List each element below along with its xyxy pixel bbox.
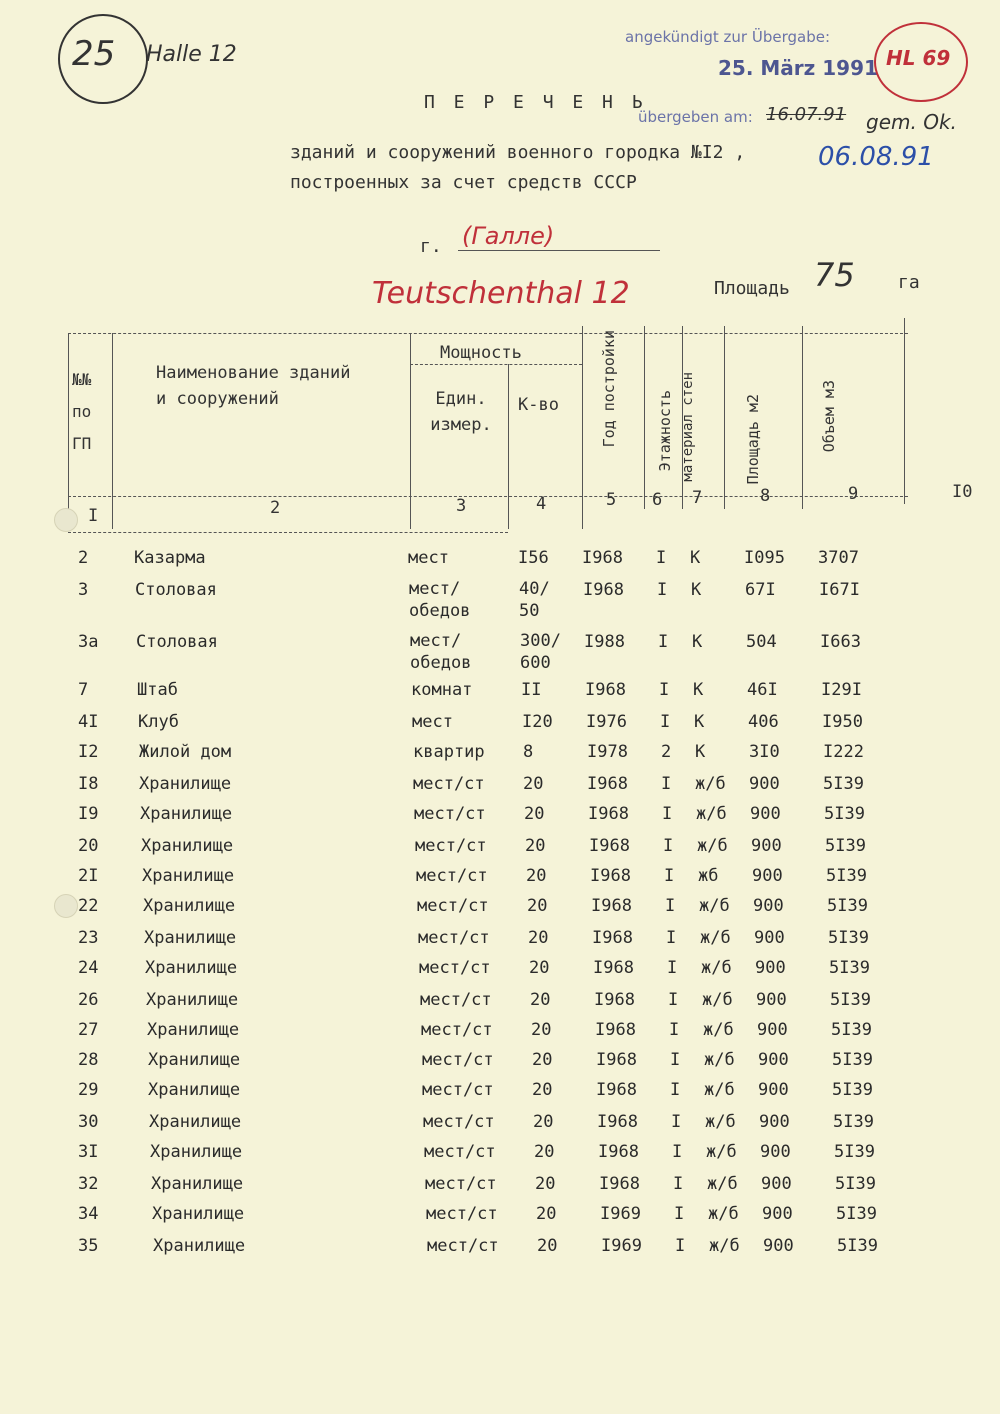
header-unit: Един. измер. <box>430 389 492 435</box>
cell-area: 900 <box>749 774 780 794</box>
cell-material: ж/б <box>704 1050 735 1070</box>
cell-year: I968 <box>588 804 629 824</box>
cell-name: Хранилище <box>143 896 236 916</box>
cell-volume: 5I39 <box>825 836 866 856</box>
cell-area: 900 <box>754 928 785 948</box>
colnum-4: 4 <box>536 494 547 514</box>
cell-name: Хранилище <box>148 1050 241 1070</box>
cell-unit: квартир <box>413 742 485 762</box>
cell-qty: I20 <box>522 712 553 732</box>
cell-name: Столовая <box>135 580 217 600</box>
cell-floors: I <box>663 836 674 856</box>
area-label: Площадь <box>714 278 790 299</box>
cell-volume: I950 <box>822 712 863 732</box>
cell-num: I2 <box>78 742 99 762</box>
cell-volume: 5I39 <box>824 804 865 824</box>
cell-name: Хранилище <box>152 1204 245 1224</box>
cell-unit: мест/ст <box>416 866 488 886</box>
cell-unit: мест/ст <box>419 958 491 978</box>
cell-qty: 20 <box>527 896 548 916</box>
cell-unit: мест/ст <box>427 1236 499 1256</box>
colnum-7: 7 <box>692 488 703 508</box>
header-floors: Этажность <box>656 390 674 472</box>
cell-volume: 5I39 <box>836 1204 877 1224</box>
cell-year: I978 <box>587 742 628 762</box>
cell-volume: 5I39 <box>829 958 870 978</box>
cell-unit: мест/ст <box>422 1050 494 1070</box>
cell-volume: 3707 <box>818 548 859 568</box>
cell-unit: мест <box>408 548 449 568</box>
cell-name: Хранилище <box>141 836 234 856</box>
header-area: Площадь м2 <box>744 394 762 485</box>
cell-area: 900 <box>751 836 782 856</box>
cell-qty: 20 <box>529 958 550 978</box>
cell-num: 23 <box>78 928 99 948</box>
cell-num: I8 <box>78 774 99 794</box>
cell-num: 32 <box>78 1174 99 1194</box>
cell-area: 504 <box>746 632 777 652</box>
cell-floors: I <box>667 958 678 978</box>
cell-year: I968 <box>582 548 623 568</box>
cell-volume: 5I39 <box>832 1080 873 1100</box>
cell-material: ж/б <box>700 928 731 948</box>
cell-qty: 20 <box>526 866 547 886</box>
document-title: П Е Р Е Ч Е Н Ь <box>424 92 647 113</box>
cell-material: ж/б <box>708 1204 739 1224</box>
document-subtitle-1: зданий и сооружений военного городка №I2 , <box>290 142 746 163</box>
cell-unit: мест/ст <box>425 1174 497 1194</box>
cell-num: 20 <box>78 836 99 856</box>
colnum-6: 6 <box>652 490 663 510</box>
cell-num: 2 <box>78 548 89 568</box>
cell-name: Хранилище <box>140 804 233 824</box>
cell-qty: 300/ 600 <box>520 631 561 673</box>
colnum-8: 8 <box>760 486 771 506</box>
cell-floors: I <box>660 712 671 732</box>
cell-qty: 20 <box>531 1020 552 1040</box>
cell-name: Жилой дом <box>139 742 232 762</box>
cell-volume: 5I39 <box>837 1236 878 1256</box>
cell-name: Хранилище <box>145 958 238 978</box>
cell-num: 26 <box>78 990 99 1010</box>
cell-num: 3I <box>78 1142 99 1162</box>
location-note: Halle 12 <box>146 42 237 67</box>
cell-floors: I <box>668 990 679 1010</box>
cell-volume: I222 <box>823 742 864 762</box>
cell-qty: 20 <box>525 836 546 856</box>
area-unit: га <box>898 272 920 293</box>
cell-volume: 5I39 <box>834 1142 875 1162</box>
cell-material: ж/б <box>702 990 733 1010</box>
colnum-3: 3 <box>456 496 467 516</box>
cell-year: I968 <box>597 1112 638 1132</box>
cell-num: 28 <box>78 1050 99 1070</box>
cell-volume: I29I <box>821 680 862 700</box>
cell-unit: мест/ст <box>413 774 485 794</box>
cell-unit: мест/ обедов <box>410 631 472 673</box>
cell-floors: I <box>670 1080 681 1100</box>
colnum-10: I0 <box>952 482 973 502</box>
cell-num: 3 <box>78 580 89 600</box>
place-name: Teutschenthal 12 <box>372 276 630 311</box>
reference-code: HL 69 <box>886 46 951 70</box>
cell-floors: I <box>665 896 676 916</box>
cell-area: 900 <box>755 958 786 978</box>
cell-qty: II <box>521 680 542 700</box>
header-volume: Объем м3 <box>820 380 838 453</box>
cell-floors: 2 <box>661 742 672 762</box>
cell-unit: мест <box>412 712 453 732</box>
handwritten-note: gem. Ok. <box>866 110 957 134</box>
cell-year: I969 <box>600 1204 641 1224</box>
cell-name: Штаб <box>137 680 178 700</box>
cell-name: Клуб <box>138 712 179 732</box>
cell-floors: I <box>664 866 675 886</box>
cell-year: I968 <box>591 896 632 916</box>
cell-material: ж/б <box>709 1236 740 1256</box>
cell-num: 35 <box>78 1236 99 1256</box>
cell-material: К <box>693 680 704 700</box>
cell-floors: I <box>673 1174 684 1194</box>
cell-material: ж/б <box>704 1080 735 1100</box>
cell-volume: I663 <box>820 632 861 652</box>
cell-name: Хранилище <box>139 774 232 794</box>
cell-num: 2I <box>78 866 99 886</box>
cell-area: 900 <box>762 1204 793 1224</box>
cell-qty: 20 <box>524 804 545 824</box>
cell-unit: мест/ст <box>417 896 489 916</box>
cell-area: 900 <box>758 1080 789 1100</box>
cell-qty: 20 <box>536 1204 557 1224</box>
cell-material: К <box>694 712 705 732</box>
cell-area: 900 <box>759 1112 790 1132</box>
cell-material: К <box>692 632 703 652</box>
cell-area: 900 <box>757 1020 788 1040</box>
cell-floors: I <box>656 548 667 568</box>
header-capacity: Мощность <box>440 343 522 363</box>
cell-volume: 5I39 <box>831 1020 872 1040</box>
cell-material: ж/б <box>705 1112 736 1132</box>
cell-area: 900 <box>758 1050 789 1070</box>
cell-floors: I <box>671 1112 682 1132</box>
cell-volume: 5I39 <box>833 1112 874 1132</box>
handover-stamp-line1: angekündigt zur Übergabe: <box>625 28 831 46</box>
cell-unit: мест/ст <box>415 836 487 856</box>
cell-qty: 8 <box>523 742 534 762</box>
cell-material: ж/б <box>699 896 730 916</box>
cell-num: 29 <box>78 1080 99 1100</box>
cell-year: I968 <box>594 990 635 1010</box>
cell-material: К <box>691 580 702 600</box>
cell-num: 24 <box>78 958 99 978</box>
cell-area: I095 <box>744 548 785 568</box>
cell-num: I9 <box>78 804 99 824</box>
cell-name: Хранилище <box>151 1174 244 1194</box>
cell-year: I968 <box>585 680 626 700</box>
header-name: Наименование зданий и сооружений <box>156 363 351 409</box>
colnum-2: 2 <box>270 498 281 518</box>
crossed-date: 16.07.91 <box>766 104 847 125</box>
cell-year: I968 <box>592 928 633 948</box>
cell-name: Хранилище <box>148 1080 241 1100</box>
cell-num: 34 <box>78 1204 99 1224</box>
cell-year: I968 <box>599 1174 640 1194</box>
cell-name: Хранилище <box>144 928 237 948</box>
cell-year: I968 <box>598 1142 639 1162</box>
cell-area: 67I <box>745 580 776 600</box>
cell-floors: I <box>675 1236 686 1256</box>
cell-area: 900 <box>760 1142 791 1162</box>
cell-floors: I <box>661 774 672 794</box>
cell-num: 4I <box>78 712 99 732</box>
city-prefix: г. <box>420 236 442 257</box>
cell-material: ж/б <box>701 958 732 978</box>
cell-year: I968 <box>596 1050 637 1070</box>
cell-name: Хранилище <box>146 990 239 1010</box>
cell-name: Столовая <box>136 632 218 652</box>
cell-qty: 20 <box>533 1112 554 1132</box>
cell-year: I988 <box>584 632 625 652</box>
cell-qty: 20 <box>532 1080 553 1100</box>
cell-unit: мест/ст <box>423 1112 495 1132</box>
cell-area: 900 <box>763 1236 794 1256</box>
transfer-date: 06.08.91 <box>818 142 934 172</box>
cell-qty: 20 <box>537 1236 558 1256</box>
cell-name: Хранилище <box>142 866 235 886</box>
cell-year: I968 <box>593 958 634 978</box>
cell-unit: мест/ст <box>420 990 492 1010</box>
cell-area: 900 <box>756 990 787 1010</box>
cell-material: ж/б <box>703 1020 734 1040</box>
cell-num: 27 <box>78 1020 99 1040</box>
cell-unit: мест/ст <box>418 928 490 948</box>
area-value: 75 <box>814 256 855 294</box>
cell-material: К <box>690 548 701 568</box>
cell-floors: I <box>672 1142 683 1162</box>
cell-volume: I67I <box>819 580 860 600</box>
cell-unit: мест/ст <box>426 1204 498 1224</box>
cell-unit: мест/ст <box>424 1142 496 1162</box>
colnum-5: 5 <box>606 490 617 510</box>
cell-name: Хранилище <box>153 1236 246 1256</box>
cell-num: 3а <box>78 632 99 652</box>
cell-qty: 20 <box>523 774 544 794</box>
colnum-9: 9 <box>848 484 859 504</box>
header-num: №№ по ГП <box>72 370 92 453</box>
cell-floors: I <box>670 1050 681 1070</box>
cell-material: ж/б <box>707 1174 738 1194</box>
cell-unit: мест/ обедов <box>409 579 471 621</box>
cell-area: 406 <box>748 712 779 732</box>
cell-unit: комнат <box>411 680 473 700</box>
cell-floors: I <box>666 928 677 948</box>
cell-name: Казарма <box>134 548 206 568</box>
cell-material: К <box>695 742 706 762</box>
cell-num: 30 <box>78 1112 99 1132</box>
header-material: материал стен <box>680 372 696 482</box>
cell-material: ж/б <box>706 1142 737 1162</box>
cell-volume: 5I39 <box>830 990 871 1010</box>
cell-year: I968 <box>587 774 628 794</box>
colnum-1: I <box>88 506 99 526</box>
cell-floors: I <box>669 1020 680 1040</box>
punch-hole <box>54 508 78 532</box>
cell-year: I968 <box>589 836 630 856</box>
cell-qty: 20 <box>532 1050 553 1070</box>
cell-name: Хранилище <box>147 1020 240 1040</box>
cell-volume: 5I39 <box>823 774 864 794</box>
cell-qty: 20 <box>530 990 551 1010</box>
cell-year: I968 <box>590 866 631 886</box>
city-name: (Галле) <box>462 222 555 250</box>
page-number: 25 <box>72 34 116 74</box>
cell-unit: мест/ст <box>422 1080 494 1100</box>
cell-volume: 5I39 <box>827 896 868 916</box>
cell-area: 900 <box>750 804 781 824</box>
cell-floors: I <box>658 632 669 652</box>
cell-year: I968 <box>583 580 624 600</box>
cell-year: I968 <box>596 1080 637 1100</box>
document-subtitle-2: построенных за счет средств СССР <box>290 172 637 193</box>
cell-area: 3I0 <box>749 742 780 762</box>
cell-volume: 5I39 <box>828 928 869 948</box>
cell-area: 900 <box>752 866 783 886</box>
cell-num: 7 <box>78 680 89 700</box>
transferred-stamp: übergeben am: <box>638 108 753 126</box>
cell-num: 22 <box>78 896 99 916</box>
cell-unit: мест/ст <box>414 804 486 824</box>
cell-material: ж/б <box>696 804 727 824</box>
cell-qty: I56 <box>518 548 549 568</box>
cell-volume: 5I39 <box>835 1174 876 1194</box>
header-year: Год постройки <box>600 330 618 448</box>
cell-year: I969 <box>601 1236 642 1256</box>
cell-floors: I <box>674 1204 685 1224</box>
handover-stamp-date: 25. März 1991 <box>718 56 878 80</box>
cell-volume: 5I39 <box>826 866 867 886</box>
cell-area: 46I <box>747 680 778 700</box>
cell-qty: 40/ 50 <box>519 579 550 621</box>
cell-material: ж/б <box>695 774 726 794</box>
cell-qty: 20 <box>535 1174 556 1194</box>
cell-year: I968 <box>595 1020 636 1040</box>
cell-floors: I <box>659 680 670 700</box>
punch-hole <box>54 894 78 918</box>
cell-volume: 5I39 <box>832 1050 873 1070</box>
cell-name: Хранилище <box>150 1142 243 1162</box>
cell-area: 900 <box>753 896 784 916</box>
cell-area: 900 <box>761 1174 792 1194</box>
cell-floors: I <box>657 580 668 600</box>
city-underline <box>458 250 660 251</box>
cell-material: жб <box>698 866 719 886</box>
cell-qty: 20 <box>534 1142 555 1162</box>
cell-material: ж/б <box>697 836 728 856</box>
cell-qty: 20 <box>528 928 549 948</box>
cell-unit: мест/ст <box>421 1020 493 1040</box>
header-qty: К-во <box>518 395 559 415</box>
cell-floors: I <box>662 804 673 824</box>
cell-name: Хранилище <box>149 1112 242 1132</box>
cell-year: I976 <box>586 712 627 732</box>
